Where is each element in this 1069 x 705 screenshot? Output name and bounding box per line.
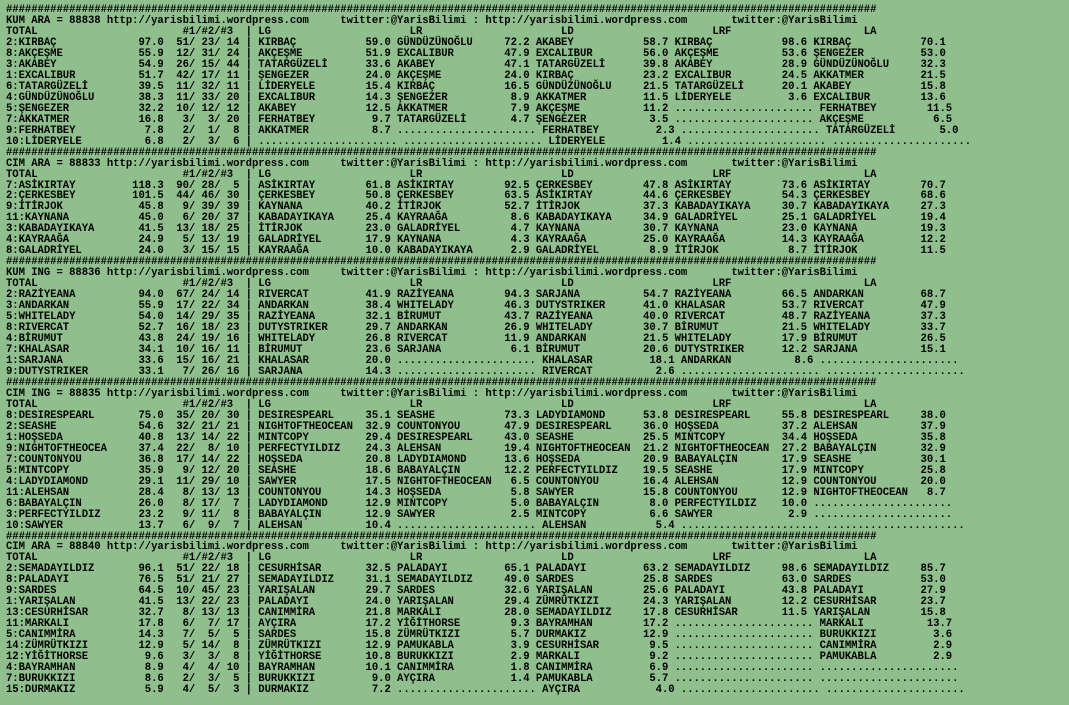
result-row: 2:ÇERKESBEY 101.5 44/ 46/ 30 | ÇERKESBEY 50.8 ÇERKESBEY 63.5 ASİKIRTAY 44.6 ÇERKESBEY 54.3 ÇERKESBEY 68.6 [6, 190, 946, 203]
result-row: 11:ALEHSAN 28.4 8/ 13/ 13 | COUNTONYOU 14.3 HOŞSEDA 5.8 SAWYER 15.8 COUNTONYOU 12.9 NIGHTOFTHEOCEAN 8.7 [6, 486, 946, 499]
separator-line: ########################################################################################################################################## [6, 256, 877, 269]
column-header-line: TOTAL #1/#2/#3 | LG LR LD LRF LA [6, 168, 877, 181]
result-row: 1:SARJANA 33.6 15/ 16/ 21 | KHALASAR 20.0 ...................... KHALASAR 18.1 ANDARKAN 8.6 ...................... [6, 355, 959, 367]
result-row: 5:WHITELADY 54.0 14/ 29/ 35 | RAZİYEANA 32.1 BİRUMUT 43.7 RAZİYEANA 40.0 RIVERCAT 48.7 RAZİYEANA 37.3 [6, 311, 946, 324]
result-row: 7:COUNTONYOU 36.8 17/ 14/ 22 | HOŞSEDA 20.8 LADYDIAMOND 13.6 HOŞSEDA 20.9 BABAYALÇIN 17.9 SEASHE 30.1 [6, 453, 946, 466]
result-row: 9:DUTYSTRIKER 33.1 7/ 26/ 16 | SARJANA 14.3 ...................... RIVERCAT 2.6 ...................... ...................... [6, 365, 965, 378]
result-row: 10:SAWYER 13.7 6/ 9/ 7 | ALEHSAN 10.4 ...................... ALEHSAN 5.4 ...................... ...................... [6, 519, 965, 532]
result-row: 9:FERHATBEY 7.8 2/ 1/ 8 | AKKATMER 8.7 ...................... FERHATBEY 2.3 ...................... TATARGÜZELİ 5.0 [6, 124, 959, 137]
result-row: 4:GÜNDÜZÜNOĞLU 38.3 11/ 33/ 20 | EXCALIBUR 14.3 ŞENGEZER 8.9 AKKATMER 11.5 LİDERYELE 3.6 EXCALIBUR 13.6 [6, 91, 946, 104]
result-row: 8:PALADAYI 76.5 51/ 21/ 27 | SEMADAYILDIZ 31.1 SEMADAYILDIZ 49.0 SARDES 25.8 SARDES 63.0 SARDES 53.0 [6, 574, 946, 587]
result-row: 4:BAYRAMHAN 8.9 4/ 4/ 10 | BAYRAMHAN 10.1 CANIMMİRA 1.8 CANIMMİRA 6.9 ...................... ...................... [6, 662, 959, 675]
result-row: 9:SARDES 64.5 10/ 45/ 23 | YARIŞALAN 29.7 SARDES 32.6 YARIŞALAN 25.6 PALADAYI 43.8 PALADAYI 27.9 [6, 585, 946, 598]
result-row: 13:CESURHİSAR 32.7 8/ 13/ 13 | CANIMMİRA 21.8 MARKALI 28.0 SEMADAYILDIZ 17.8 CESURHİSAR 11.5 YARIŞALAN 15.8 [6, 607, 946, 620]
result-row: 2:RAZİYEANA 94.0 67/ 24/ 14 | RIVERCAT 41.9 RAZİYEANA 94.3 SARJANA 54.7 RAZİYEANA 66.5 ANDARKAN 68.7 [6, 289, 946, 302]
separator-line: ########################################################################################################################################## [6, 4, 877, 16]
result-row: 2:KIRBAÇ 97.0 51/ 23/ 14 | KIRBAÇ 59.0 GÜNDÜZÜNOĞLU 72.2 AKABEY 58.7 KIRBAÇ 98.6 KIRBAÇ 70.1 [6, 36, 946, 49]
column-header-line: TOTAL #1/#2/#3 | LG LR LD LRF LA [6, 552, 877, 565]
result-row: 7:AKKATMER 16.8 3/ 3/ 20 | FERHATBEY 9.7 TATARGÜZELİ 4.7 ŞENGEZER 3.5 ...................... AKÇEŞME 6.5 [6, 113, 953, 126]
result-row: 3:KABADAYIKAYA 41.5 13/ 18/ 25 | İTİRJOK 23.0 GALADRİYEL 4.7 KAYNANA 30.7 KAYNANA 23.0 KAYNANA 19.3 [6, 223, 946, 236]
race-header-line: CIM ING = 88835 http://yarisbilimi.wordpress.com twitter:@YarisBilimi : http://yarisbilimi.wordpress.com twitter:@YarisBilimi [6, 387, 858, 400]
separator-line: ########################################################################################################################################## [6, 376, 877, 389]
result-row: 4:BİRUMUT 43.8 24/ 19/ 16 | WHITELADY 26.8 RIVERCAT 11.9 ANDARKAN 21.5 WHITELADY 17.9 BİRUMUT 26.5 [6, 333, 946, 346]
result-row: 8:DESIRESPEARL 75.0 35/ 20/ 30 | DESIRESPEARL 35.1 SEASHE 73.3 LADYDIAMOND 53.8 DESIRESPEARL 55.8 DESIRESPEARL 38.0 [6, 409, 946, 422]
result-row: 4:KAYRAAĞA 24.9 5/ 13/ 19 | GALADRİYEL 17.9 KAYNANA 4.3 KAYRAAĞA 25.0 KAYRAAĞA 14.3 KAYRAAĞA 12.2 [6, 234, 946, 247]
race-header-line: KUM ARA = 88838 http://yarisbilimi.wordpress.com twitter:@YarisBilimi : http://yarisbilimi.wordpress.com twitter:@YarisBilimi [6, 14, 858, 27]
result-row: 14:ZÜMRÜTKIZI 12.9 5/ 14/ 8 | ZÜMRÜTKIZI 12.9 PAMUKABLA 3.9 CESURHİSAR 9.5 ...................... CANIMMİRA 2.9 [6, 640, 953, 653]
result-row: 3:ANDARKAN 55.9 17/ 22/ 34 | ANDARKAN 38.4 WHITELADY 46.3 DUTYSTRIKER 41.0 KHALASAR 53.7 RIVERCAT 47.9 [6, 300, 946, 313]
result-row: 2:SEASHE 54.6 32/ 21/ 21 | NIGHTOFTHEOCEAN 32.9 COUNTONYOU 47.9 DESIRESPEARL 36.0 HOŞSEDA 37.2 ALEHSAN 37.9 [6, 420, 946, 433]
result-row: 5:ŞENGEZER 32.2 10/ 12/ 12 | AKABEY 12.5 AKKATMER 7.9 AKÇEŞME 11.2 ...................... FERHATBEY 11.5 [6, 102, 953, 115]
result-row: 7:KHALASAR 34.1 10/ 16/ 11 | BİRUMUT 23.6 SARJANA 6.1 BİRUMUT 20.6 DUTYSTRIKER 12.2 SARJANA 15.1 [6, 344, 946, 357]
result-row: 6:TATARGÜZELİ 39.5 11/ 32/ 11 | LİDERYELE 15.4 KIRBAÇ 16.5 GÜNDÜZÜNOĞLU 21.5 TATARGÜZELİ 20.1 AKABEY 15.8 [6, 80, 946, 93]
result-row: 3:AKABEY 54.9 26/ 15/ 44 | TATARGÜZELİ 33.6 AKABEY 47.1 TATARGÜZELİ 39.8 AKABEY 28.9 GÜNDÜZÜNOĞLU 32.3 [6, 58, 946, 71]
column-header-line: TOTAL #1/#2/#3 | LG LR LD LRF LA [6, 278, 877, 291]
race-header-line: KUM ING = 88836 http://yarisbilimi.wordpress.com twitter:@YarisBilimi : http://yarisbilimi.wordpress.com twitter:@YarisBilimi [6, 267, 858, 280]
result-row: 9:İTİRJOK 45.8 9/ 39/ 39 | KAYNANA 40.2 İTİRJOK 52.7 İTİRJOK 37.3 KABADAYIKAYA 30.7 KABADAYIKAYA 27.3 [6, 201, 946, 214]
result-row: 3:PERFECTYILDIZ 23.2 9/ 11/ 8 | BABAYALÇIN 12.9 SAWYER 2.5 MINTCOPY 6.6 SAWYER 2.9 ...................... [6, 508, 953, 521]
result-row: 2:SEMADAYILDIZ 96.1 51/ 22/ 18 | CESURHİSAR 32.5 PALADAYI 65.1 PALADAYI 63.2 SEMADAYILDIZ 98.6 SEMADAYILDIZ 85.7 [6, 563, 946, 576]
result-row: 12:YİĞİTHORSE 9.6 3/ 3/ 8 | YİĞİTHORSE 10.8 BURUKKIZI 2.9 MARKALI 9.2 ...................... PAMUKABLA 2.9 [6, 651, 953, 664]
result-row: 8:GALADRİYEL 24.0 3/ 15/ 15 | KAYRAAĞA 10.0 KABADAYIKAYA 2.9 GALADRİYEL 8.9 İTİRJOK 8.7 İTİRJOK 11.5 [6, 245, 946, 258]
result-row: 4:LADYDIAMOND 29.1 11/ 29/ 10 | SAWYER 17.5 NIGHTOFTHEOCEAN 6.5 COUNTONYOU 16.4 ALEHSAN 12.9 COUNTONYOU 20.0 [6, 475, 946, 488]
result-row: 15:DURMAKIZ 5.9 4/ 5/ 3 | DURMAKIZ 7.2 ...................... AYÇIRA 4.0 ...................... ...................... [6, 684, 965, 697]
result-row: 1:HOŞSEDA 40.8 13/ 14/ 22 | MINTCOPY 29.4 DESIRESPEARL 43.0 SEASHE 25.5 MINTCOPY 34.4 HOŞSEDA 35.8 [6, 431, 946, 444]
result-row: 5:MINTCOPY 35.9 9/ 12/ 20 | SEASHE 18.6 BABAYALÇIN 12.2 PERFECTYILDIZ 19.5 SEASHE 17.9 MINTCOPY 25.8 [6, 464, 946, 477]
column-header-line: TOTAL #1/#2/#3 | LG LR LD LRF LA [6, 25, 877, 38]
result-row: 1:EXCALIBUR 51.7 42/ 17/ 11 | ŞENGEZER 24.0 AKÇEŞME 24.0 KIRBAÇ 23.2 EXCALIBUR 24.5 AKKATMER 21.5 [6, 69, 946, 82]
result-row: 8:AKÇEŞME 55.9 12/ 31/ 24 | AKÇEŞME 51.9 EXCALIBUR 47.9 EXCALIBUR 56.0 AKÇEŞME 53.6 ŞENGEZER 53.0 [6, 47, 946, 60]
result-row: 8:RIVERCAT 52.7 16/ 18/ 23 | DUTYSTRIKER 29.7 ANDARKAN 26.9 WHITELADY 30.7 BİRUMUT 21.5 WHITELADY 33.7 [6, 322, 946, 335]
result-row: 1:YARIŞALAN 41.5 13/ 22/ 23 | PALADAYI 24.0 YARIŞALAN 29.4 ZÜMRÜTKIZI 24.3 YARIŞALAN 12.2 CESURHİSAR 23.7 [6, 596, 946, 609]
race-header-line: CIM ARA = 88840 http://yarisbilimi.wordpress.com twitter:@YarisBilimi : http://yarisbilimi.wordpress.com twitter:@YarisBilimi [6, 541, 858, 554]
result-row: 7:BURUKKIZI 8.6 2/ 3/ 5 | BURUKKIZI 9.0 AYÇIRA 1.4 PAMUKABLA 5.7 ...................... ...................... [6, 673, 959, 686]
result-row: 11:KAYNANA 45.0 6/ 20/ 37 | KABADAYIKAYA 25.4 KAYRAAĞA 8.6 KABADAYIKAYA 34.9 GALADRİYEL 25.1 GALADRİYEL 19.4 [6, 212, 946, 225]
result-row: 10:LİDERYELE 6.8 2/ 3/ 6 | ...................... ...................... LİDERYELE 1.4 ...................... ...................... [6, 135, 972, 148]
result-row: 11:MARKALI 17.8 6/ 7/ 17 | AYÇIRA 17.2 YİĞİTHORSE 9.3 BAYRAMHAN 17.2 ...................... MARKALI 13.7 [6, 618, 953, 631]
separator-line: ########################################################################################################################################## [6, 146, 877, 159]
result-row: 7:ASİKIRTAY 118.3 90/ 28/ 5 | ASİKIRTAY 61.8 ASİKIRTAY 92.5 ÇERKESBEY 47.8 ASİKIRTAY 73.6 ASİKIRTAY 70.7 [6, 179, 946, 192]
result-row: 5:CANIMMİRA 14.3 7/ 5/ 5 | SARDES 15.8 ZÜMRÜTKIZI 5.7 DURMAKIZ 12.9 ...................... BURUKKIZI 3.6 [6, 629, 953, 642]
race-header-line: CIM ARA = 88833 http://yarisbilimi.wordpress.com twitter:@YarisBilimi : http://yarisbilimi.wordpress.com twitter:@YarisBilimi [6, 157, 858, 170]
result-row: 9:NIGHTOFTHEOCEA 37.4 22/ 8/ 10 | PERFECTYILDIZ 24.3 ALEHSAN 19.4 NIGHTOFTHEOCEAN 21.2 NIGHTOFTHEOCEAN 27.2 BABAYALÇIN 32.9 [6, 442, 946, 455]
result-row: 6:BABAYALÇIN 26.0 8/ 17/ 7 | LADYDIAMOND 12.9 MINTCOPY 5.0 BABAYALÇIN 8.0 PERFECTYILDIZ 10.0 ...................... [6, 497, 953, 510]
separator-line: ########################################################################################################################################## [6, 530, 877, 543]
column-header-line: TOTAL #1/#2/#3 | LG LR LD LRF LA [6, 398, 877, 411]
